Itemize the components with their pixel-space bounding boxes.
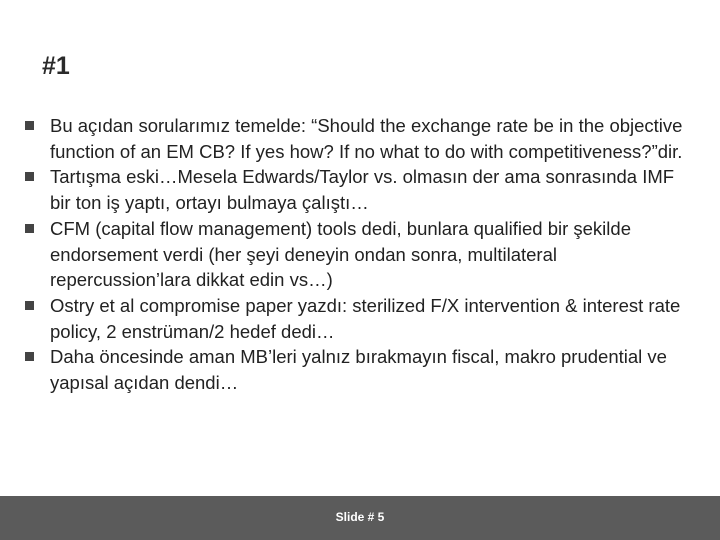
slide-title: #1 (42, 52, 70, 80)
bullet-text: Daha öncesinde aman MB’leri yalnız bırakmayın fiscal, makro prudential ve yapısal açıdan dendi… (50, 346, 667, 394)
bullet-text: Tartışma eski…Mesela Edwards/Taylor vs. olmasın der ama sonrasında IMF bir ton iş yaptı, ortayı bulmaya çalıştı… (50, 166, 675, 214)
square-bullet-icon (25, 352, 34, 361)
bullet-item (22, 216, 692, 293)
bullet-list (22, 113, 692, 396)
square-bullet-icon (25, 121, 34, 130)
bullet-item (22, 293, 692, 344)
bullet-text: Ostry et al compromise paper yazdı: sterilized F/X intervention & interest rate policy, 2 enstrüman/2 hedef dedi… (50, 294, 681, 342)
square-bullet-icon (25, 224, 34, 233)
footer-bar (0, 496, 720, 540)
bullet-item (22, 344, 692, 395)
bullet-text: CFM (capital flow management) tools dedi, bunlara qualified bir şekilde endorsement verdi (her şeyi deneyin ondan sonra, multilateral repercussion’lara dikkat edin vs…) (50, 217, 631, 291)
square-bullet-icon (25, 172, 34, 181)
square-bullet-icon (25, 301, 34, 310)
slide-number: Slide # 5 (335, 510, 385, 524)
bullet-item (22, 113, 692, 164)
bullet-text: Bu açıdan sorularımız temelde: “Should the exchange rate be in the objective function of an EM CB? If yes how? If no what to do with competitiveness?”dir. (50, 115, 683, 162)
bullet-item (22, 164, 692, 215)
